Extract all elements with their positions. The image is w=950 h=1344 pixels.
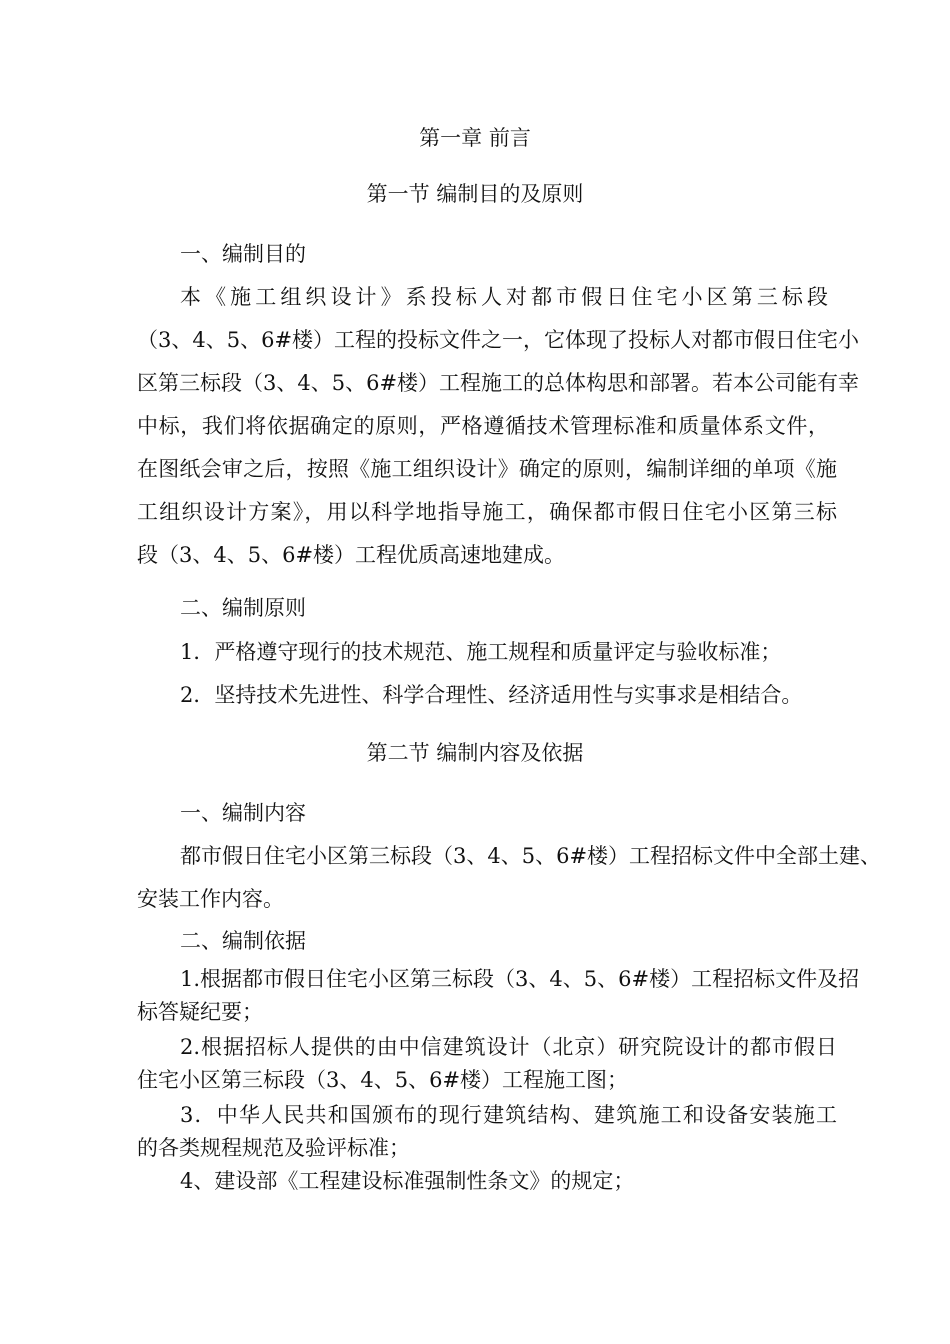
basis-line: 3．中华人民共和国颁布的现行建筑结构、建筑施工和设备安装施工 bbox=[180, 1103, 837, 1127]
paragraph-line: 区第三标段（3、4、5、6#楼）工程施工的总体构思和部署。若本公司能有幸 bbox=[137, 371, 860, 395]
content-heading: 一、编制内容 bbox=[180, 801, 306, 825]
purpose-heading: 一、编制目的 bbox=[180, 242, 306, 266]
chapter-title: 第一章 前言 bbox=[419, 126, 531, 150]
section-2-title: 第二节 编制内容及依据 bbox=[366, 741, 584, 765]
basis-line: 标答疑纪要； bbox=[137, 1000, 263, 1024]
basis-line: 住宅小区第三标段（3、4、5、6#楼）工程施工图； bbox=[137, 1068, 629, 1092]
paragraph-line: 在图纸会审之后，按照《施工组织设计》确定的原则，编制详细的单项《施 bbox=[137, 457, 837, 481]
section-1-title: 第一节 编制目的及原则 bbox=[366, 182, 584, 206]
basis-line: 2.根据招标人提供的由中信建筑设计（北京）研究院设计的都市假日 bbox=[180, 1035, 837, 1059]
paragraph-line: 段（3、4、5、6#楼）工程优质高速地建成。 bbox=[137, 543, 566, 567]
basis-line: 1.根据都市假日住宅小区第三标段（3、4、5、6#楼）工程招标文件及招 bbox=[180, 967, 860, 991]
basis-line: 的各类规程规范及验评标准； bbox=[137, 1136, 410, 1160]
basis-line: 4、建设部《工程建设标准强制性条文》的规定； bbox=[180, 1169, 635, 1193]
paragraph-line: 安装工作内容。 bbox=[137, 887, 284, 911]
principle-item: 1．严格遵守现行的技术规范、施工规程和质量评定与验收标准； bbox=[180, 640, 782, 664]
paragraph-line: 本《施工组织设计》系投标人对都市假日住宅小区第三标段 bbox=[180, 285, 828, 309]
paragraph-line: 工组织设计方案》，用以科学地指导施工，确保都市假日住宅小区第三标 bbox=[137, 500, 837, 524]
principle-heading: 二、编制原则 bbox=[180, 596, 306, 620]
paragraph-line: （3、4、5、6#楼）工程的投标文件之一，它体现了投标人对都市假日住宅小 bbox=[137, 328, 860, 352]
principle-item: 2．坚持技术先进性、科学合理性、经济适用性与实事求是相结合。 bbox=[180, 683, 803, 707]
paragraph-line: 中标，我们将依据确定的原则，严格遵循技术管理标准和质量体系文件， bbox=[137, 414, 829, 438]
paragraph-line: 都市假日住宅小区第三标段（3、4、5、6#楼）工程招标文件中全部土建、 bbox=[180, 844, 882, 868]
basis-heading: 二、编制依据 bbox=[180, 929, 306, 953]
